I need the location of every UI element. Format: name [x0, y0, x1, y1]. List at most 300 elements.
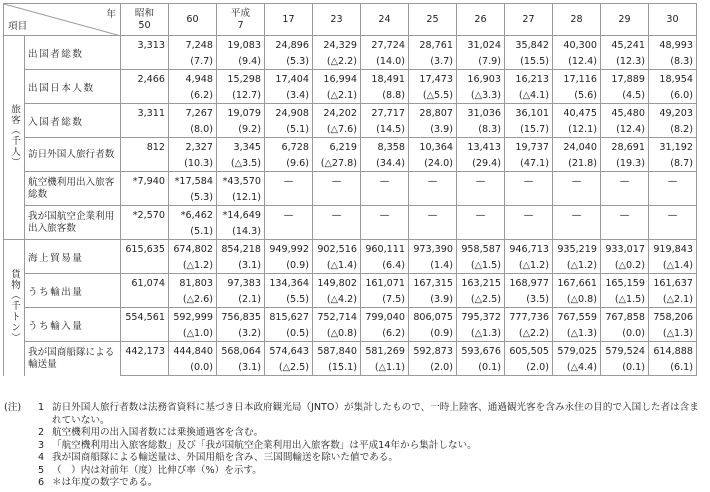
change-cell: (△2.5): [265, 360, 313, 376]
value-cell: 35,842: [505, 36, 553, 55]
change-cell: [121, 190, 169, 206]
corner-item-label: 項目: [8, 21, 28, 32]
table-row: [4, 308, 697, 327]
change-cell: [121, 88, 169, 104]
table-row: [4, 172, 697, 191]
change-cell: (△5.5): [409, 88, 457, 104]
value-cell: 444,840: [169, 342, 217, 361]
change-cell: (7.7): [169, 54, 217, 70]
change-cell: (8.3): [649, 54, 697, 70]
row-label: 出国者総数: [25, 36, 121, 70]
change-cell: (5.5): [265, 292, 313, 308]
change-cell: (5.6): [553, 88, 601, 104]
value-cell: 592,873: [409, 342, 457, 361]
change-cell: (△1.5): [457, 258, 505, 274]
year-header: [649, 4, 697, 36]
change-cell: (5.1): [169, 224, 217, 240]
change-cell: (2.0): [409, 360, 457, 376]
year-header: [217, 4, 265, 36]
value-cell: 134,364: [265, 274, 313, 293]
change-cell: [457, 190, 505, 206]
value-cell: 674,802: [169, 240, 217, 259]
value-cell: —: [649, 206, 697, 225]
note-number: 5: [37, 464, 45, 476]
table-body: [4, 4, 697, 376]
change-cell: (14.0): [361, 54, 409, 70]
value-cell: 45,480: [601, 104, 649, 123]
row-label: うち輸出量: [25, 274, 121, 308]
change-cell: (△4.2): [313, 292, 361, 308]
change-cell: (8.7): [649, 156, 697, 172]
change-cell: (3.4): [265, 88, 313, 104]
value-cell: 28,761: [409, 36, 457, 55]
note-text: ＊は年度の数字である。: [52, 477, 158, 488]
change-cell: [553, 190, 601, 206]
change-cell: [361, 224, 409, 240]
value-cell: 777,736: [505, 308, 553, 327]
value-cell: 2,327: [169, 138, 217, 157]
year-header: [457, 4, 505, 36]
year-header: [313, 4, 361, 36]
change-cell: (6.4): [361, 258, 409, 274]
change-cell: (7.9): [457, 54, 505, 70]
year-label: 29: [618, 13, 631, 25]
value-cell: —: [505, 172, 553, 191]
change-cell: [313, 224, 361, 240]
value-cell: 7,248: [169, 36, 217, 55]
value-cell: —: [361, 206, 409, 225]
change-cell: (3.2): [217, 326, 265, 342]
year-header: [121, 4, 169, 36]
change-cell: [601, 224, 649, 240]
change-cell: (6.2): [169, 88, 217, 104]
category-text: 旅客（千人）: [9, 104, 20, 168]
row-label: 我が国商船隊による輸送量: [25, 342, 121, 376]
value-cell: 935,219: [553, 240, 601, 259]
change-cell: [121, 122, 169, 138]
change-cell: (△2.1): [649, 292, 697, 308]
value-cell: 854,218: [217, 240, 265, 259]
value-cell: 167,661: [553, 274, 601, 293]
category-label-passengers: [4, 36, 25, 240]
change-cell: [121, 360, 169, 376]
change-cell: (12.3): [601, 54, 649, 70]
note-text: （ ）内は対前年（度）比伸び率（%）を示す。: [52, 464, 262, 476]
change-cell: (△1.4): [313, 258, 361, 274]
value-cell: —: [409, 172, 457, 191]
change-cell: (△1.2): [505, 258, 553, 274]
value-cell: —: [601, 206, 649, 225]
change-cell: [121, 292, 169, 308]
note-number: 1: [37, 402, 45, 413]
year-label: 23: [330, 13, 343, 25]
value-cell: 919,843: [649, 240, 697, 259]
header-row: [4, 4, 697, 36]
change-cell: [121, 326, 169, 342]
note-item: [4, 477, 704, 490]
value-cell: —: [409, 206, 457, 225]
year-label: 28: [570, 13, 583, 25]
change-cell: (24.0): [409, 156, 457, 172]
value-cell: 752,714: [313, 308, 361, 327]
change-cell: (9.6): [265, 156, 313, 172]
value-cell: 579,025: [553, 342, 601, 361]
change-cell: [505, 224, 553, 240]
table-row: [4, 274, 697, 293]
change-cell: (12.4): [601, 122, 649, 138]
change-cell: (0.0): [169, 360, 217, 376]
value-cell: *43,570: [217, 172, 265, 191]
year-header: [505, 4, 553, 36]
value-cell: 36,101: [505, 104, 553, 123]
change-cell: (10.3): [169, 156, 217, 172]
change-cell: (14.5): [361, 122, 409, 138]
value-cell: 18,491: [361, 70, 409, 89]
change-cell: [409, 224, 457, 240]
value-cell: —: [505, 206, 553, 225]
value-cell: *7,940: [121, 172, 169, 191]
change-cell: (19.3): [601, 156, 649, 172]
change-cell: (△2.5): [457, 292, 505, 308]
value-cell: 958,587: [457, 240, 505, 259]
value-cell: —: [457, 172, 505, 191]
value-cell: 8,358: [361, 138, 409, 157]
value-cell: 3,345: [217, 138, 265, 157]
value-cell: 2,466: [121, 70, 169, 89]
value-cell: 767,858: [601, 308, 649, 327]
change-cell: [553, 224, 601, 240]
change-cell: [649, 224, 697, 240]
year-label: 26: [474, 13, 487, 25]
change-cell: (14.3): [217, 224, 265, 240]
change-cell: (1.4): [409, 258, 457, 274]
change-cell: (△1.5): [601, 292, 649, 308]
category-label-cargo: [4, 240, 25, 376]
value-cell: 815,627: [265, 308, 313, 327]
change-cell: (8.2): [649, 122, 697, 138]
value-cell: —: [649, 172, 697, 191]
table-row: [4, 104, 697, 123]
change-cell: [409, 190, 457, 206]
change-cell: (6.0): [649, 88, 697, 104]
value-cell: 16,903: [457, 70, 505, 89]
change-cell: (△0.8): [553, 292, 601, 308]
change-cell: (△1.2): [553, 258, 601, 274]
value-cell: 24,896: [265, 36, 313, 55]
change-cell: (6.2): [361, 326, 409, 342]
value-cell: 592,999: [169, 308, 217, 327]
value-cell: 13,413: [457, 138, 505, 157]
value-cell: 28,807: [409, 104, 457, 123]
change-cell: (9.2): [217, 122, 265, 138]
notes-mark: (注): [4, 402, 22, 413]
value-cell: 19,083: [217, 36, 265, 55]
change-cell: (12.1): [553, 122, 601, 138]
change-cell: (29.4): [457, 156, 505, 172]
note-item: [4, 452, 704, 465]
value-cell: —: [313, 206, 361, 225]
note-number: 6: [37, 477, 45, 488]
change-cell: (△1.3): [553, 326, 601, 342]
change-cell: (△2.6): [169, 292, 217, 308]
change-cell: [601, 190, 649, 206]
row-label: 入国者総数: [25, 104, 121, 138]
value-cell: 933,017: [601, 240, 649, 259]
value-cell: 163,215: [457, 274, 505, 293]
value-cell: 45,241: [601, 36, 649, 55]
value-cell: 767,559: [553, 308, 601, 327]
note-number: 2: [37, 427, 45, 438]
value-cell: 31,192: [649, 138, 697, 157]
value-cell: 593,676: [457, 342, 505, 361]
change-cell: (8.3): [457, 122, 505, 138]
year-label: 24: [378, 13, 391, 25]
value-cell: 812: [121, 138, 169, 157]
value-cell: 18,954: [649, 70, 697, 89]
year-label: 60: [186, 13, 199, 25]
change-cell: (0.1): [601, 360, 649, 376]
change-cell: (6.1): [649, 360, 697, 376]
table-row: [4, 138, 697, 157]
value-cell: 902,516: [313, 240, 361, 259]
change-cell: (15.5): [505, 54, 553, 70]
value-cell: 4,948: [169, 70, 217, 89]
value-cell: 16,213: [505, 70, 553, 89]
value-cell: 7,267: [169, 104, 217, 123]
change-cell: (2.0): [505, 360, 553, 376]
year-label: 17: [282, 13, 295, 25]
category-text: 貨物（千トン）: [9, 269, 20, 344]
notes: [4, 402, 704, 490]
change-cell: (△1.2): [169, 258, 217, 274]
value-cell: *2,570: [121, 206, 169, 225]
change-cell: (5.1): [265, 122, 313, 138]
value-cell: 24,908: [265, 104, 313, 123]
table-row: [4, 206, 697, 225]
value-cell: 6,219: [313, 138, 361, 157]
row-label: 海上貿易量: [25, 240, 121, 274]
value-cell: 6,728: [265, 138, 313, 157]
change-cell: (12.1): [217, 190, 265, 206]
value-cell: 17,889: [601, 70, 649, 89]
change-cell: (3.9): [409, 292, 457, 308]
value-cell: 17,116: [553, 70, 601, 89]
change-cell: [505, 190, 553, 206]
value-cell: —: [457, 206, 505, 225]
row-label: うち輸入量: [25, 308, 121, 342]
change-cell: (△27.8): [313, 156, 361, 172]
value-cell: 49,203: [649, 104, 697, 123]
value-cell: 946,713: [505, 240, 553, 259]
note-item: [4, 427, 704, 440]
change-cell: (△1.4): [649, 258, 697, 274]
value-cell: 574,643: [265, 342, 313, 361]
change-cell: (8.0): [169, 122, 217, 138]
change-cell: (0.0): [601, 326, 649, 342]
value-cell: 758,206: [649, 308, 697, 327]
value-cell: 19,737: [505, 138, 553, 157]
change-cell: (12.4): [553, 54, 601, 70]
value-cell: 3,313: [121, 36, 169, 55]
value-cell: 40,300: [553, 36, 601, 55]
value-cell: —: [361, 172, 409, 191]
value-cell: 31,036: [457, 104, 505, 123]
change-cell: (△2.2): [313, 54, 361, 70]
value-cell: 149,802: [313, 274, 361, 293]
change-cell: (△1.3): [649, 326, 697, 342]
change-cell: (21.8): [553, 156, 601, 172]
change-cell: (△3.3): [457, 88, 505, 104]
change-cell: (2.1): [217, 292, 265, 308]
change-cell: (3.9): [409, 122, 457, 138]
change-cell: [265, 190, 313, 206]
table-row: [4, 70, 697, 89]
change-cell: (3.1): [217, 258, 265, 274]
value-cell: 17,404: [265, 70, 313, 89]
note-item: [4, 465, 704, 478]
change-cell: [649, 190, 697, 206]
year-header: [601, 4, 649, 36]
value-cell: —: [313, 172, 361, 191]
row-label: 我が国航空企業利用出入旅客数: [25, 206, 121, 240]
value-cell: *14,649: [217, 206, 265, 225]
change-cell: (12.7): [217, 88, 265, 104]
note-number: 3: [37, 439, 45, 451]
change-cell: [361, 190, 409, 206]
change-cell: (△1.1): [361, 360, 409, 376]
note-text: 我が国商船隊による輸送量は、外国用船を含み、三国間輸送を除いた値である。: [52, 452, 398, 463]
change-cell: [457, 224, 505, 240]
value-cell: 97,383: [217, 274, 265, 293]
value-cell: 581,269: [361, 342, 409, 361]
value-cell: —: [601, 172, 649, 191]
table-row: [4, 240, 697, 259]
value-cell: 24,040: [553, 138, 601, 157]
change-cell: (7.5): [361, 292, 409, 308]
value-cell: 24,202: [313, 104, 361, 123]
value-cell: 168,977: [505, 274, 553, 293]
value-cell: *17,584: [169, 172, 217, 191]
value-cell: *6,462: [169, 206, 217, 225]
change-cell: (△3.5): [217, 156, 265, 172]
value-cell: —: [265, 206, 313, 225]
change-cell: (3.5): [505, 292, 553, 308]
change-cell: (△4.4): [553, 360, 601, 376]
value-cell: 16,994: [313, 70, 361, 89]
change-cell: (47.1): [505, 156, 553, 172]
change-cell: (0.1): [457, 360, 505, 376]
value-cell: 165,159: [601, 274, 649, 293]
change-cell: (△4.1): [505, 88, 553, 104]
row-label: 訪日外国人旅行者数: [25, 138, 121, 172]
year-label: 30: [666, 13, 679, 25]
change-cell: [121, 156, 169, 172]
change-cell: [265, 224, 313, 240]
change-cell: (△2.2): [505, 326, 553, 342]
note-item: [4, 440, 704, 453]
value-cell: 615,635: [121, 240, 169, 259]
year-label: 25: [426, 13, 439, 25]
value-cell: 27,724: [361, 36, 409, 55]
change-cell: (0.5): [265, 326, 313, 342]
value-cell: 579,524: [601, 342, 649, 361]
change-cell: (8.8): [361, 88, 409, 104]
value-cell: —: [553, 172, 601, 191]
change-cell: (3.1): [217, 360, 265, 376]
value-cell: 17,473: [409, 70, 457, 89]
year-label: 50: [138, 19, 151, 31]
note-text: 航空機利用の出入国者数には乗換通過客を含む。: [52, 427, 264, 438]
value-cell: —: [265, 172, 313, 191]
year-label: 7: [237, 19, 244, 31]
row-label: 出国日本人数: [25, 70, 121, 104]
change-cell: (0.9): [409, 326, 457, 342]
year-label: 27: [522, 13, 535, 25]
note-text: 「航空機利用出入旅客総数」及び「我が国航空企業利用出入旅客数」は平成14年から集計しない。: [52, 439, 477, 451]
change-cell: (5.3): [169, 190, 217, 206]
value-cell: 795,372: [457, 308, 505, 327]
value-cell: 15,298: [217, 70, 265, 89]
value-cell: 161,071: [361, 274, 409, 293]
change-cell: (3.7): [409, 54, 457, 70]
year-header: [265, 4, 313, 36]
value-cell: 40,475: [553, 104, 601, 123]
change-cell: [121, 258, 169, 274]
value-cell: 28,691: [601, 138, 649, 157]
value-cell: 949,992: [265, 240, 313, 259]
era-label: 平成: [230, 7, 251, 19]
value-cell: 19,079: [217, 104, 265, 123]
year-header: [409, 4, 457, 36]
value-cell: 973,390: [409, 240, 457, 259]
value-cell: 27,717: [361, 104, 409, 123]
value-cell: 554,561: [121, 308, 169, 327]
change-cell: (△1.0): [169, 326, 217, 342]
value-cell: 799,040: [361, 308, 409, 327]
value-cell: 756,835: [217, 308, 265, 327]
value-cell: 81,803: [169, 274, 217, 293]
change-cell: (4.5): [601, 88, 649, 104]
corner-year-label: 年: [106, 9, 116, 20]
change-cell: (△0.8): [313, 326, 361, 342]
value-cell: 568,064: [217, 342, 265, 361]
value-cell: 10,364: [409, 138, 457, 157]
value-cell: 161,637: [649, 274, 697, 293]
year-header: [169, 4, 217, 36]
era-label: 昭和: [134, 7, 155, 19]
value-cell: 167,315: [409, 274, 457, 293]
table-row: [4, 342, 697, 361]
change-cell: (15.7): [505, 122, 553, 138]
note-item: [4, 402, 704, 427]
value-cell: 48,993: [649, 36, 697, 55]
change-cell: (△1.3): [457, 326, 505, 342]
change-cell: (0.9): [265, 258, 313, 274]
value-cell: 442,173: [121, 342, 169, 361]
change-cell: [121, 224, 169, 240]
change-cell: (9.4): [217, 54, 265, 70]
value-cell: 61,074: [121, 274, 169, 293]
value-cell: 3,311: [121, 104, 169, 123]
table-row: [4, 36, 697, 55]
year-header: [553, 4, 601, 36]
year-header: [361, 4, 409, 36]
row-label: 航空機利用出入旅客総数: [25, 172, 121, 206]
value-cell: 960,111: [361, 240, 409, 259]
table-corner-cell: [4, 4, 121, 36]
value-cell: 587,840: [313, 342, 361, 361]
note-text: 訪日外国人旅行者数は法務省資料に基づき日本政府観光局（JNTO）が集計したもので、一時上陸客、通過観光客を含み永住の目的で入国した者は含まれていない。: [52, 402, 699, 426]
